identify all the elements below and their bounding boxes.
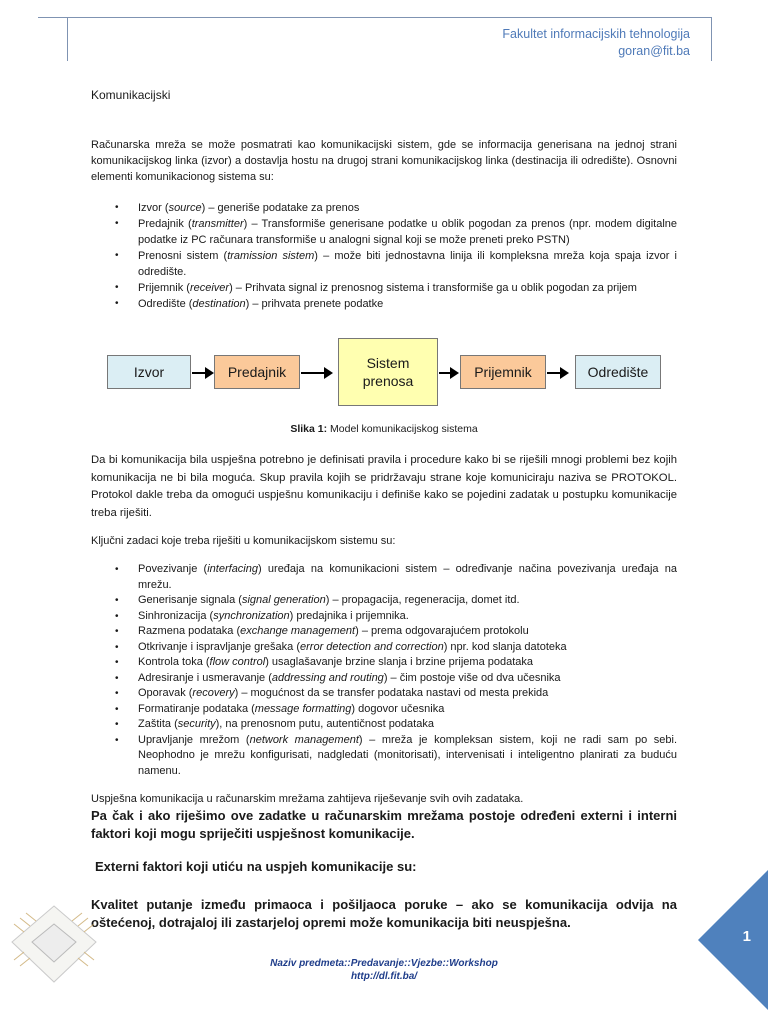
task-list-item: • Oporavak (recovery) – mogućnost da se transfer podataka nastavi od mesta prekida: [91, 686, 677, 702]
element-list-item: • Prenosni sistem (tramission sistem) – može biti jednostavna linija ili kompleksna mreža koja spaja izvor i odredište.: [91, 248, 677, 280]
diagram-label-source: Izvor: [133, 364, 165, 380]
path-quality-paragraph: [91, 896, 677, 932]
factors-text: Pa čak i ako riješimo ove zadatke u računarskim mrežama postoje određeni externi i interni faktori koji mogu spriječiti uspješnost komunikacije.: [91, 808, 677, 841]
protocol-block: [91, 452, 677, 522]
path-quality-rest: – ako se komunikacija odvija na oštećenoj, dotrajaloj ili zastarjeloj opremi može komunikacija biti neuspješna.: [91, 897, 677, 930]
external-factors-heading: [95, 858, 681, 876]
diagram-arrow-3: [439, 372, 457, 374]
task-list-item: • Upravljanje mrežom (network management) – mreža je kompleksan sistem, koji ne radi sam po sebi. Neophodno je mrežu konfigurisati, nadgledati (monitorisati), intervenisati i inteligentno planirati za buduću namenu.: [91, 733, 677, 780]
element-list-item: • Predajnik (transmitter) – Transformiše generisane podatke u oblik pogodan za prenos (npr. modem digitalne podatke iz PC računara transformiše u analogni signal koji se može preneti preko PSTN): [91, 216, 677, 248]
figure-caption: [0, 423, 768, 435]
conclusion-block: [91, 791, 677, 807]
diagram-label-receiver: Prijemnik: [474, 364, 532, 380]
element-list-item: • Prijemnik (receiver) – Prihvata signal iz prenosnog sistema i transformiše ga u oblik pogodan za prijem: [91, 280, 677, 296]
protocol-paragraph: Da bi komunikacija bila uspješna potrebno je definisati pravila i procedure kako bi se riješili mnogi problemi bez kojih komunikacija ne bi bila moguća. Skup pravila kojih se pridržavaju strane koje komuniciraju naziva se PROTOKOL. Protokol dakle treba da omogući uspješnu komunikaciju i definiše kako se pojedini zadatak u postupku komunikacije treba riješiti.: [91, 454, 677, 519]
task-list-item: • Zaštita (security), na prenosnom putu, autentičnost podataka: [91, 717, 677, 733]
task-list-item: • Povezivanje (interfacing) uređaja na komunikacioni sistem – određivanje načina povezivanja uređaja na mrežu.: [91, 562, 677, 593]
diagram-arrow-2: [301, 372, 331, 374]
caption-text: Model komunikacijskog sistema: [327, 423, 478, 435]
header-rule-right: [711, 17, 712, 61]
intro-block: [91, 137, 677, 185]
task-list-item: • Formatiranje podataka (message formatting) dogovor učesnika: [91, 702, 677, 718]
page-footer: [0, 957, 768, 983]
header-rule-left: [67, 17, 68, 61]
element-list-item: • Odredište (destination) – prihvata prenete podatke: [91, 296, 677, 312]
task-list-item: • Generisanje signala (signal generation) – propagacija, regeneracija, domet itd.: [91, 593, 677, 609]
task-list-item: • Razmena podataka (exchange management) – prema odgovarajućem protokolu: [91, 624, 677, 640]
task-list-item: • Adresiranje i usmeravanje (addressing and routing) – čim postoje više od dva učesnika: [91, 671, 677, 687]
element-list-item: • Izvor (source) – generiše podatake za prenos: [91, 200, 677, 216]
factors-paragraph: [91, 807, 677, 843]
diagram-arrow-1: [192, 372, 212, 374]
elements-list: [91, 200, 677, 312]
tasks-intro-paragraph: Ključni zadaci koje treba riješiti u komunikacijskom sistemu su:: [91, 535, 396, 547]
intro-paragraph: Računarska mreža se može posmatrati kao komunikacijski sistem, gde se informacija generisana na jednoj strani komunikacijskog linka (izvor) a dostavlja hostu na drugoj strani komunikacijskog linka (destinacija ili odredište). Osnovni elementi komunikacionog sistema su:: [91, 139, 677, 183]
diagram-label-transmitter: Predajnik: [227, 364, 287, 380]
page-number: 1: [742, 928, 751, 945]
elements-list-block: [91, 200, 677, 312]
conclusion-paragraph: Uspješna komunikacija u računarskim mrežama zahtijeva riješevanje svih ovih zadataka.: [91, 793, 524, 805]
external-factors-text: Externi faktori koji utiću na uspjeh komunikacije su:: [95, 859, 417, 874]
diagram-box-receiver: [460, 355, 546, 389]
section-title: Komunikacijski: [91, 88, 171, 102]
tasks-list: [91, 562, 677, 779]
page-header: [502, 26, 690, 60]
diagram-arrow-4: [547, 372, 567, 374]
footer-link[interactable]: http://dl.fit.ba/: [350, 971, 418, 982]
diagram-box-transmitter: [214, 355, 300, 389]
diagram-box-source: [107, 355, 191, 389]
tasks-intro-block: [91, 533, 677, 549]
tasks-list-block: [91, 562, 677, 779]
diagram-box-destination: [575, 355, 661, 389]
footer-course: Naziv predmeta::Predavanje::Vjezbe::Workshop: [270, 958, 498, 969]
task-list-item: • Sinhronizacija (synchronization) predajnika i prijemnika.: [91, 609, 677, 625]
path-quality-lead: Kvalitet putanje između primaoca i pošiljaoca poruke: [91, 897, 448, 912]
task-list-item: • Otkrivanje i ispravljanje grešaka (error detection and correction) npr. kod slanja datoteka: [91, 640, 677, 656]
page-number-tab: [698, 870, 768, 1010]
header-faculty: Fakultet informacijskih tehnologija: [502, 27, 690, 41]
diagram-label-transmission-system: Sistem prenosa: [362, 355, 414, 389]
task-list-item: • Kontrola toka (flow control) usaglašavanje brzine slanja i brzine prijema podataka: [91, 655, 677, 671]
communication-model-diagram: [104, 338, 664, 410]
diagram-box-transmission-system: [338, 338, 438, 406]
caption-label: Slika 1:: [290, 423, 328, 435]
header-email: goran@fit.ba: [618, 44, 690, 58]
header-rule: [38, 17, 712, 18]
diagram-label-destination: Odredište: [587, 364, 649, 380]
